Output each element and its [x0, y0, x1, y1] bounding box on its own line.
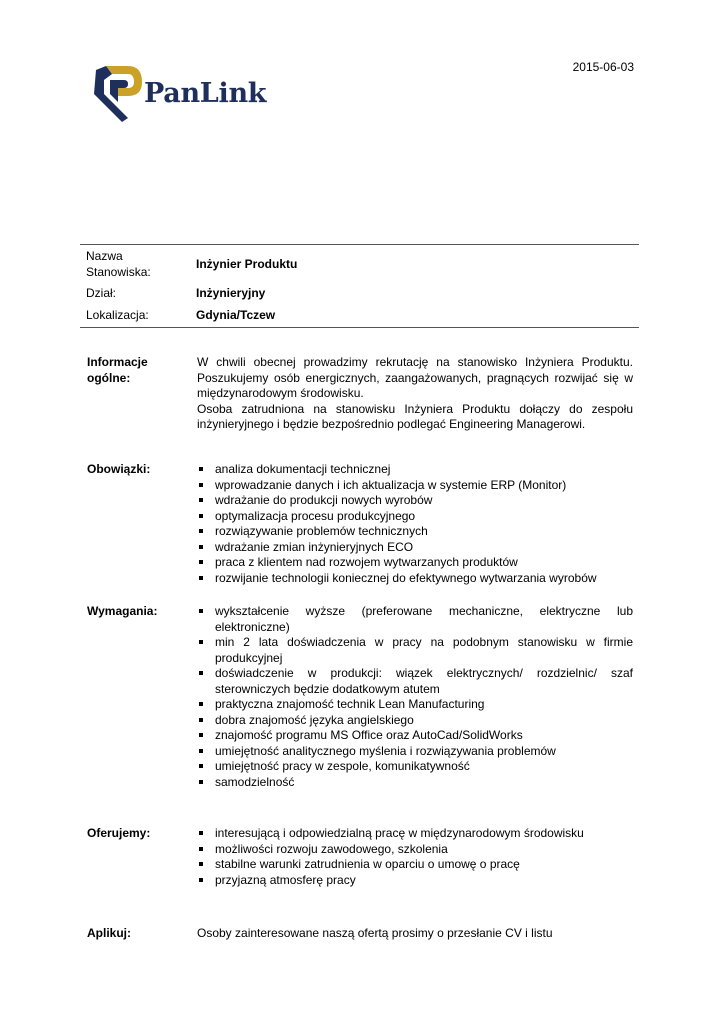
list-item: optymalizacja procesu produkcyjnego — [197, 509, 633, 525]
list-item: stabilne warunki zatrudnienia w oparciu o umowę o pracę — [197, 857, 633, 873]
list-item: możliwości rozwoju zawodowego, szkolenia — [197, 842, 633, 858]
job-info-table — [80, 244, 639, 328]
logo-mark-icon — [88, 60, 148, 126]
job-info-value: Gdynia/Tczew — [196, 308, 276, 322]
section-title: Obowiązki: — [87, 462, 151, 476]
list-item: umiejętność analitycznego myślenia i rozwiązywania problemów — [197, 744, 633, 760]
section-offer — [87, 826, 633, 888]
job-info-label: Dział: — [86, 286, 117, 300]
document-date: 2015-06-03 — [572, 60, 634, 74]
section-title: Oferujemy: — [87, 826, 151, 840]
list-item: rozwijanie technologii koniecznej do efektywnego wytwarzania wyrobów — [197, 571, 633, 587]
list-item: wykształcenie wyższe (preferowane mechaniczne, elektryczne lub elektroniczne) — [197, 604, 633, 635]
bullet-list — [197, 462, 633, 586]
job-info-label: Lokalizacja: — [86, 308, 149, 322]
job-info-row — [80, 245, 639, 284]
section-title: Aplikuj: — [87, 926, 131, 940]
section-body — [197, 926, 633, 942]
logo-wordmark: PanLink — [144, 78, 267, 109]
paragraph: Osoby zainteresowane naszą ofertą prosimy o przesłanie CV i listu — [197, 926, 553, 940]
list-item: wdrażanie zmian inżynieryjnych ECO — [197, 540, 633, 556]
list-item: praktyczna znajomość technik Lean Manufacturing — [197, 697, 633, 713]
bullet-list — [197, 826, 633, 888]
list-item: interesującą i odpowiedzialną pracę w międzynarodowym środowisku — [197, 826, 633, 842]
section-body — [197, 604, 633, 790]
section-body — [197, 826, 633, 888]
list-item: praca z klientem nad rozwojem wytwarzanych produktów — [197, 555, 633, 571]
list-item: wprowadzanie danych i ich aktualizacja w systemie ERP (Monitor) — [197, 478, 633, 494]
list-item: dobra znajomość języka angielskiego — [197, 713, 633, 729]
section-general — [87, 355, 633, 433]
list-item: znajomość programu MS Office oraz AutoCad/SolidWorks — [197, 728, 633, 744]
paragraph: W chwili obecnej prowadzimy rekrutację na stanowisko Inżyniera Produktu. Poszukujemy osób energicznych, zaangażowanych, pragnących rozwijać się w międzynarodowym środowisku. — [197, 355, 633, 400]
list-item: rozwiązywanie problemów technicznych — [197, 524, 633, 540]
list-item: umiejętność pracy w zespole, komunikatywność — [197, 759, 633, 775]
list-item: wdrażanie do produkcji nowych wyrobów — [197, 493, 633, 509]
job-info-row — [80, 303, 639, 328]
section-title: Wymagania: — [87, 604, 158, 618]
paragraph: Osoba zatrudniona na stanowisku Inżyniera Produktu dołączy do zespołu inżynieryjnego i będzie bezpośrednio podlegać Engineering Managerowi. — [197, 401, 633, 431]
section-duties — [87, 462, 633, 586]
panlink-logo — [88, 60, 288, 126]
section-requirements — [87, 604, 633, 790]
job-info-value: Inżynier Produktu — [196, 257, 298, 271]
section-body — [197, 462, 633, 586]
section-body — [197, 355, 633, 433]
job-info-row — [80, 283, 639, 303]
section-apply — [87, 926, 633, 942]
job-info-label: Nazwa Stanowiska: — [86, 249, 151, 279]
section-title: Informacje ogólne: — [87, 355, 148, 385]
list-item: doświadczenie w produkcji: wiązek elektrycznych/ rozdzielnic/ szaf sterowniczych będzie dodatkowym atutem — [197, 666, 633, 697]
job-info-value: Inżynieryjny — [196, 286, 266, 300]
list-item: min 2 lata doświadczenia w pracy na podobnym stanowisku w firmie produkcyjnej — [197, 635, 633, 666]
list-item: przyjazną atmosferę pracy — [197, 873, 633, 889]
list-item: samodzielność — [197, 775, 633, 791]
list-item: analiza dokumentacji technicznej — [197, 462, 633, 478]
bullet-list — [197, 604, 633, 790]
